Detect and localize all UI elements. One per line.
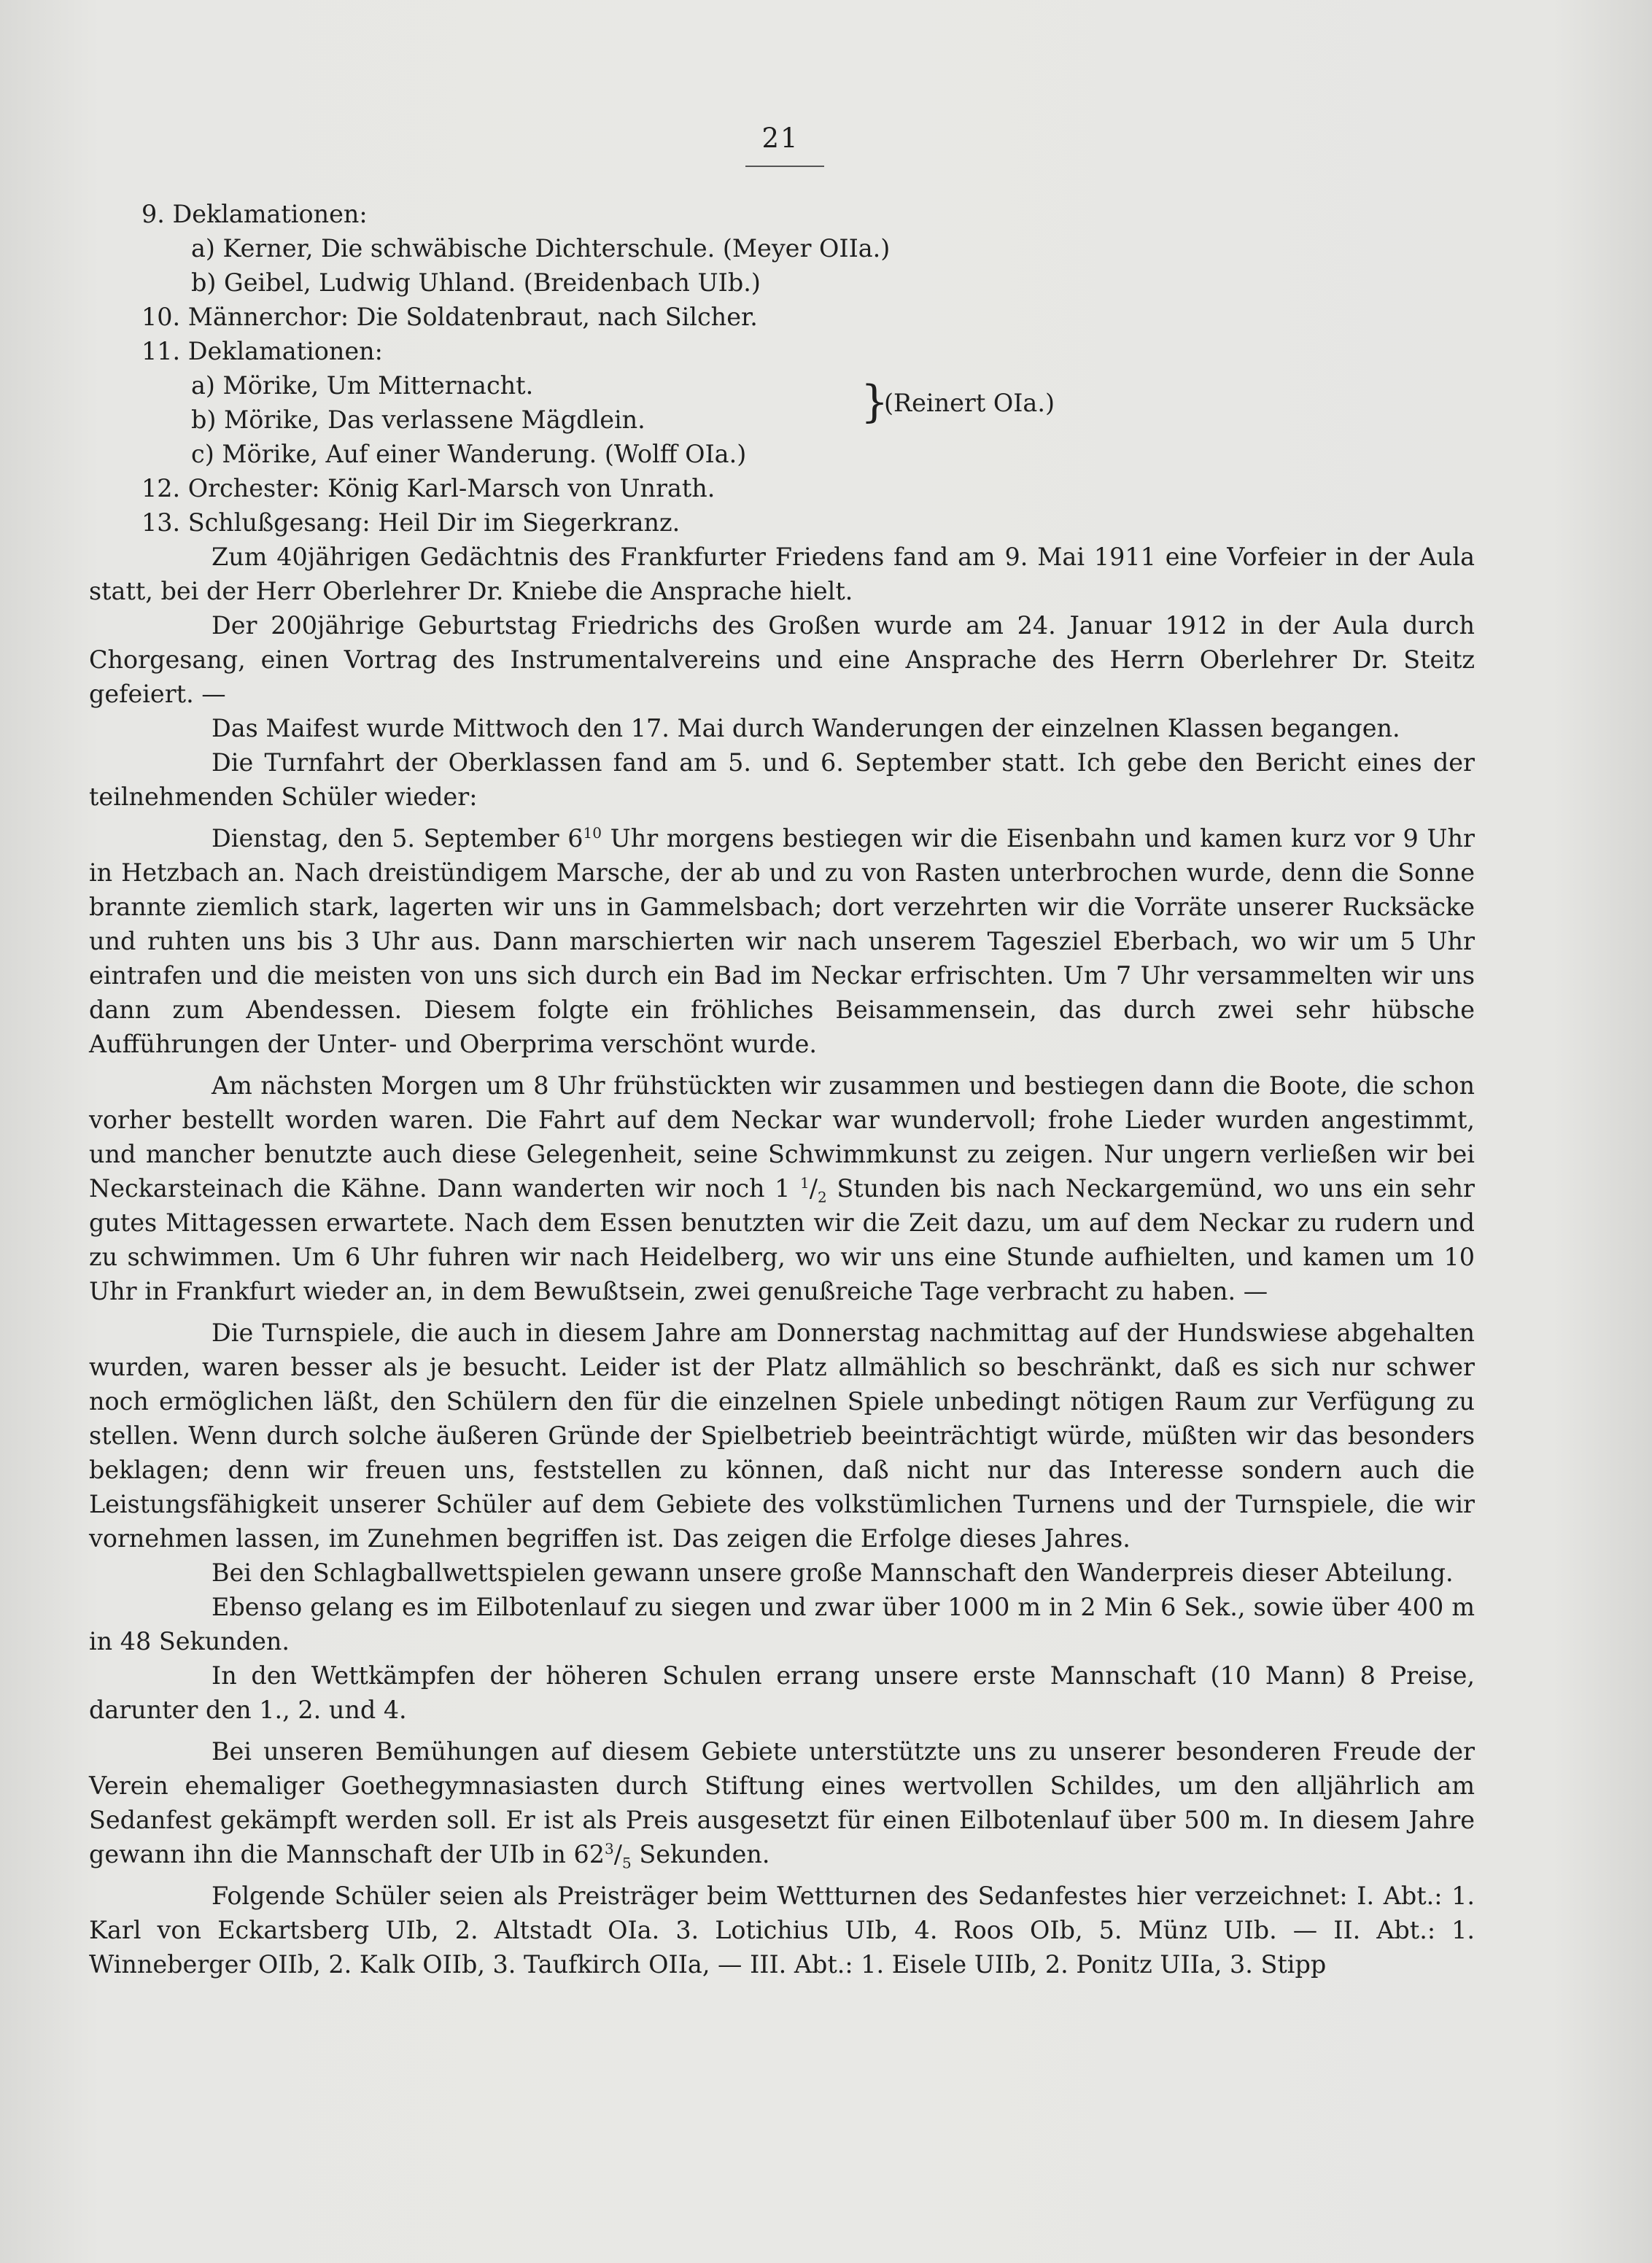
dienstag-text-rest: Uhr morgens bestiegen wir die Eisenbahn und kamen kurz vor 9 Uhr in Hetzbach an. Nach dreistündigem Marsche, der ab und zu von Rasten unterbrochen wurde, denn die Sonne brannte ziemlich stark, lagerten wir uns in Gammelsbach; dort verzehrten wir die Vorräte unserer Rucksäcke und ruhten uns bis 3 Uhr aus. Dann marschierten wir nach unserem Tagesziel Eberbach, wo wir um 5 Uhr eintrafen und die meisten von uns sich durch ein Bad im Neckar erfrischten. Um 7 Uhr versammelten wir uns dann zum Abendessen. Diesem folgte ein fröhliches Beisammensein, das durch zwei sehr hübsche Aufführungen der Unter- und Oberprima verschönt wurde. [89,824,1475,1058]
paragraph-turnspiele: Die Turnspiele, die auch in diesem Jahre am Donnerstag nachmittag auf der Hundswiese abgehalten wurden, waren besser als je besucht. Leider ist der Platz allmählich so beschränkt, daß es sich nur schwer noch ermöglichen läßt, den Schülern den für die einzelnen Spiele unbedingt nötigen Raum zur Verfügung zu stellen. Wenn durch solche äußeren Gründe der Spielbetrieb beeinträchtigt würde, müßten wir das besonders beklagen; denn wir freuen uns, feststellen zu können, daß nicht nur das Interesse sondern auch die Leistungsfähigkeit unserer Schüler auf dem Gebiete des volkstümlichen Turnens und der Turnspiele, die wir vornehmen lassen, im Zunehmen begriffen ist. Das zeigen die Erfolge dieses Jahres. [89,1319,1475,1553]
program-item-11c: c) Mörike, Auf einer Wanderung. (Wolff OIa.) [191,440,747,468]
schild-fraction-numerator: 3 [605,1839,614,1858]
paragraph-dienstag [89,821,1475,1061]
morgen-fraction-numerator: 1 [800,1173,810,1192]
paragraph-schlagball: Bei den Schlagballwettspielen gewann unsere große Mannschaft den Wanderpreis dieser Abteilung. [212,1559,1454,1587]
paragraph-turnfahrt: Die Turnfahrt der Oberklassen fand am 5. und 6. September statt. Ich gebe den Bericht eines der teilnehmenden Schüler wieder: [89,748,1475,811]
dienstag-time-minutes: 10 [583,823,602,842]
paragraph-wettkaempfe: In den Wettkämpfen der höheren Schulen errang unsere erste Mannschaft (10 Mann) 8 Preise, darunter den 1., 2. und 4. [89,1661,1475,1724]
paragraph-frankfurter-frieden: Zum 40jährigen Gedächtnis des Frankfurter Friedens fand am 9. Mai 1911 eine Vorfeier in der Aula statt, bei der Herr Oberlehrer Dr. Kniebe die Ansprache hielt. [89,543,1475,605]
schild-text-rest: Sekunden. [631,1840,770,1868]
schild-text-start: Bei unseren Bemühungen auf diesem Gebiete unterstützte uns zu unserer besonderen Freude der Verein ehemaliger Goethegymnasiasten durch Stiftung eines wertvollen Schildes, um den alljährlich am Sedanfest gekämpft werden soll. Er ist als Preis ausgesetzt für einen Eilbotenlauf über 500 m. In diesem Jahre gewann ihn die Mannschaft der UIb in 62 [89,1737,1475,1868]
dienstag-text-start: Dienstag, den 5. September 6 [212,824,583,853]
page-number-rule [745,166,824,167]
program-item-11ab-credit: (Reinert OIa.) [884,389,1055,417]
morgen-fraction-denominator: 2 [817,1188,827,1206]
paragraph-preistraeger: Folgende Schüler seien als Preisträger beim Wettturnen des Sedanfestes hier verzeichnet: I. Abt.: 1. Karl von Eckartsberg UIb, 2. Altstadt OIa. 3. Lotichius UIb, 4. Roos OIb, 5. Münz UIb. — II. Abt.: 1. Winneberger OIIb, 2. Kalk OIIb, 3. Taufkirch OIIa, — III. Abt.: 1. Eisele UIIb, 2. Ponitz UIIa, 3. Stipp [89,1882,1475,1979]
brace-symbol: } [861,376,889,427]
program-item-9: 9. Deklamationen: [141,200,368,228]
program-item-13: 13. Schlußgesang: Heil Dir im Siegerkranz. [141,508,680,537]
paragraph-maifest: Das Maifest wurde Mittwoch den 17. Mai durch Wanderungen der einzelnen Klassen begangen. [212,714,1400,742]
paragraph-eilbotenlauf: Ebenso gelang es im Eilbotenlauf zu siegen und zwar über 1000 m in 2 Min 6 Sek., sowie über 400 m in 48 Sekunden. [89,1593,1475,1655]
morgen-text-start: Am nächsten Morgen um 8 Uhr frühstückten wir zusammen und bestiegen dann die Boote, die schon vorher bestellt worden waren. Die Fahrt auf dem Neckar war wundervoll; frohe Lieder wurden angestimmt, und mancher benutzte auch diese Gelegenheit, seine Schwimmkunst zu zeigen. Nur ungern verließen wir bei Neckarsteinach die Kähne. Dann wanderten wir noch 1 [89,1071,1475,1203]
program-item-9a: a) Kerner, Die schwäbische Dichterschule. (Meyer OIIa.) [191,234,891,263]
paragraph-naechster-morgen: Am nächsten Morgen um 8 Uhr frühstückten wir zusammen und bestiegen dann die Boote, die schon vorher bestellt worden waren. Die Fahrt auf dem Neckar war wundervoll; frohe Lieder wurden angestimmt, und mancher benutzte auch diese Gelegenheit, seine Schwimmkunst zu zeigen. Nur ungern verließen wir bei Neckarsteinach die Kähne. Dann wanderten wir noch 1 $^1/_2$ Stunden bis nach Neckargemünd, wo uns ein sehr gutes Mittagessen erwartete. Nach dem Essen benutzten wir die Zeit dazu, um auf dem Neckar zu rudern und zu schwimmen. Um 6 Uhr fuhren wir nach Heidelberg, wo wir uns eine Stunde aufhielten, und kamen um 10 Uhr in Frankfurt wieder an, in dem Bewußtsein, zwei genußreiche Tage verbracht zu haben. — [89,1071,1475,1305]
paragraph-verein-schild: Bei unseren Bemühungen auf diesem Gebiete unterstützte uns zu unserer besonderen Freude der Verein ehemaliger Goethegymnasiasten durch Stiftung eines wertvollen Schildes, um den alljährlich am Sedanfest gekämpft werden soll. Er ist als Preis ausgesetzt für einen Eilbotenlauf über 500 m. In diesem Jahre gewann ihn die Mannschaft der UIb in $62^3/_5$ Sekunden. [89,1737,1475,1872]
program-item-9b: b) Geibel, Ludwig Uhland. (Breidenbach UIb.) [191,268,761,297]
program-item-12: 12. Orchester: König Karl-Marsch von Unrath. [141,474,716,502]
paragraph-friedrich-geburtstag: Der 200jährige Geburtstag Friedrichs des Großen wurde am 24. Januar 1912 in der Aula durch Chorgesang, einen Vortrag des Instrumentalvereins und eine Ansprache des Herrn Oberlehrer Dr. Steitz gefeiert. — [89,611,1475,708]
page-body [89,197,1475,1981]
schild-fraction-denominator: 5 [622,1854,632,1872]
program-item-11a: a) Mörike, Um Mitternacht. [191,371,534,400]
program-item-11ab-group [89,368,1475,437]
program-item-11: 11. Deklamationen: [141,337,383,365]
program-item-10: 10. Männerchor: Die Soldatenbraut, nach Silcher. [141,303,758,331]
program-item-11b: b) Mörike, Das verlassene Mägdlein. [191,405,645,434]
morgen-text-rest: Stunden bis nach Neckargemünd, wo uns ein sehr gutes Mittagessen erwartete. Nach dem Essen benutzten wir die Zeit dazu, um auf dem Neckar zu rudern und zu schwimmen. Um 6 Uhr fuhren wir nach Heidelberg, wo wir uns eine Stunde aufhielten, und kamen um 10 Uhr in Frankfurt wieder an, in dem Bewußtsein, zwei genußreiche Tage verbracht zu haben. — [89,1174,1475,1305]
program-list [89,197,1475,540]
page-number: 21 [761,123,799,154]
